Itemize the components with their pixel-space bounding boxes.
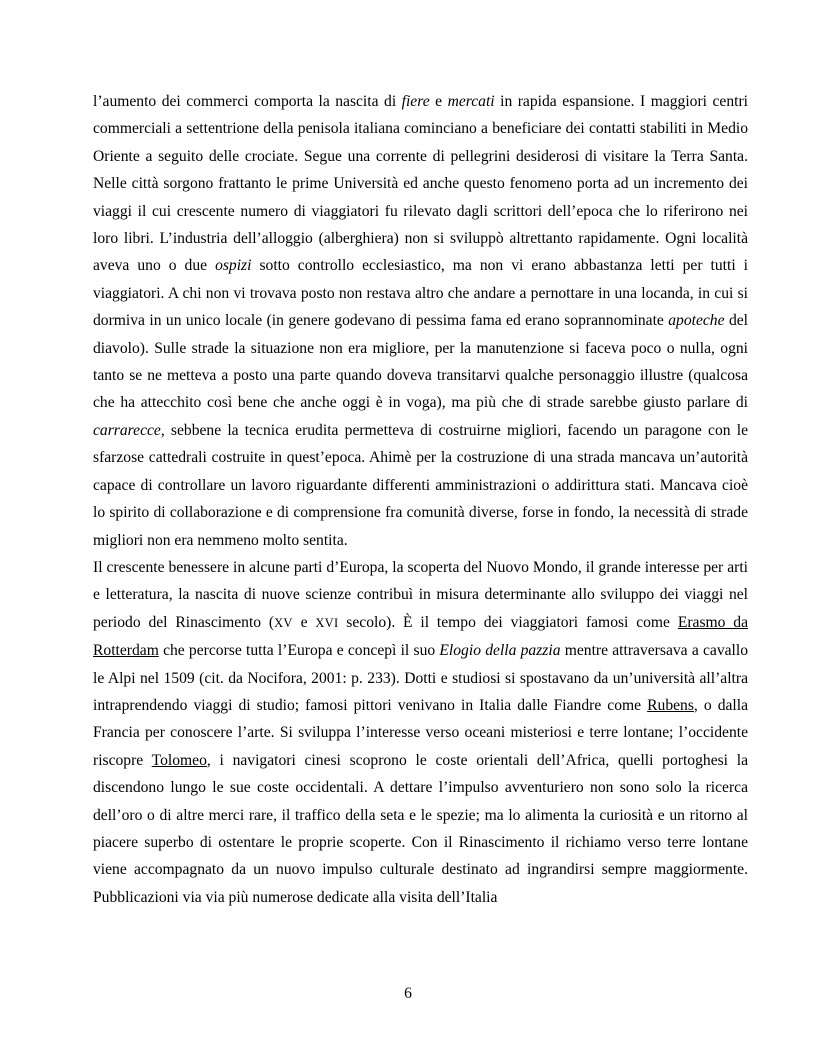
underlined-term: Tolomeo	[151, 751, 207, 769]
text-run: , sebbene la tecnica erudita permetteva di costruirne migliori, facendo un paragone con le sfarzose cattedrali costruite in quest’epoca. Ahimè per la costruzione di una strada mancava un’autorità capace di controllare un lavoro riguardante differenti amministrazioni o addirittura stati. Mancava cioè lo spirito di collaborazione e di comprensione fra comunità diverse, forse in fondo, la necessità di strade migliori non era nemmeno molto sentita.	[93, 421, 748, 549]
italic-term: fiere	[401, 93, 430, 110]
paragraph-1	[93, 88, 748, 554]
text-run: sotto controllo ecclesiastico, ma non vi erano abbastanza letti per tutti i viaggiatori. A chi non vi trovava posto non restava altro che andare a pernottare in una locanda, in cui si dormiva in un unico locale (in genere godevano di pessima fama ed erano soprannominate	[93, 257, 748, 330]
text-run: in rapida espansione. I maggiori centri commerciali a settentrione della penisola italiana cominciano a beneficiare dei contatti stabiliti in Medio Oriente a seguito delle crociate. Segue una corrente di pellegrini desiderosi di visitare la Terra Santa. Nelle città sorgono frattanto le prime Università ed anche questo fenomeno porta ad un incremento dei viaggi il cui crescente numero di viaggiatori fu rilevato dagli scrittori dell’epoca che lo riferirono nei loro libri. L’industria dell’alloggio (alberghiera) non si sviluppò altrettanto rapidamente. Ogni località aveva uno o due	[93, 93, 748, 275]
text-run: e	[292, 613, 316, 631]
italic-term: mercati	[447, 93, 495, 110]
text-run: che percorse tutta l’Europa e concepì il suo	[158, 642, 440, 660]
text-run: , i navigatori cinesi scoprono le coste orientali dell’Africa, quelli portoghesi la discendono lungo le sue coste occidentali. A dettare l’impulso avventuriero non sono solo la ricerca dell’oro o di altre merci rare, il traffico della seta e le spezie; ma lo alimenta la curiosità e un ritorno al piacere superbo di ostentare le proprie scoperte. Con il Rinascimento il richiamo verso terre lontane viene accompagnato da un nuovo impulso culturale destinato ad ingrandirsi sempre maggiormente. Pubblicazioni via via più numerose dedicate alla visita dell’Italia	[93, 751, 748, 906]
text-run: Il crescente benessere in alcune parti d’Europa, la scoperta del Nuovo Mondo, il grande interesse per arti e letteratura, la nascita di nuove scienze contribuì in misura determinante allo sviluppo dei viaggi nel periodo del Rinascimento (	[93, 558, 748, 631]
text-run: secolo). È il tempo dei viaggiatori famosi come	[338, 613, 678, 631]
italic-term: Elogio della pazzia	[439, 642, 561, 660]
text-run: e	[429, 93, 448, 110]
italic-term: apoteche	[668, 312, 725, 330]
text-run: del diavolo). Sulle strade la situazione non era migliore, per la manutenzione si faceva poco o nulla, ogni tanto se ne metteva a posto una parte quando doveva transitarvi qualche personaggio illustre (qualcosa che ha attecchito così bene che anche oggi è in voga), ma più che di strade sarebbe giusto parlare di	[93, 312, 748, 412]
page-number: 6	[404, 985, 412, 1002]
text-run: XVI	[315, 615, 339, 630]
text-run: l’aumento dei commerci comporta la nascita di	[93, 93, 402, 110]
underlined-term: Rubens	[647, 696, 694, 714]
underlined-term: Erasmo da Rotterdam	[93, 613, 748, 660]
text-run: XV	[274, 615, 293, 630]
paragraph-2	[93, 554, 748, 911]
italic-term: ospizi	[215, 257, 252, 275]
body-text	[93, 88, 748, 911]
text-run: mentre attraversava a cavallo le Alpi nel 1509 (cit. da Nocifora, 2001: p. 233). Dotti e studiosi si spostavano da un’università all’altra intraprendendo viaggi di studio; famosi pittori venivano in Italia dalle Fiandre come	[93, 642, 748, 714]
italic-term: carrarecce	[93, 421, 161, 439]
text-run: , o dalla Francia per conoscere l’arte. Si sviluppa l’interesse verso oceani misteriosi e terre lontane; l’occidente riscopre	[93, 696, 749, 769]
